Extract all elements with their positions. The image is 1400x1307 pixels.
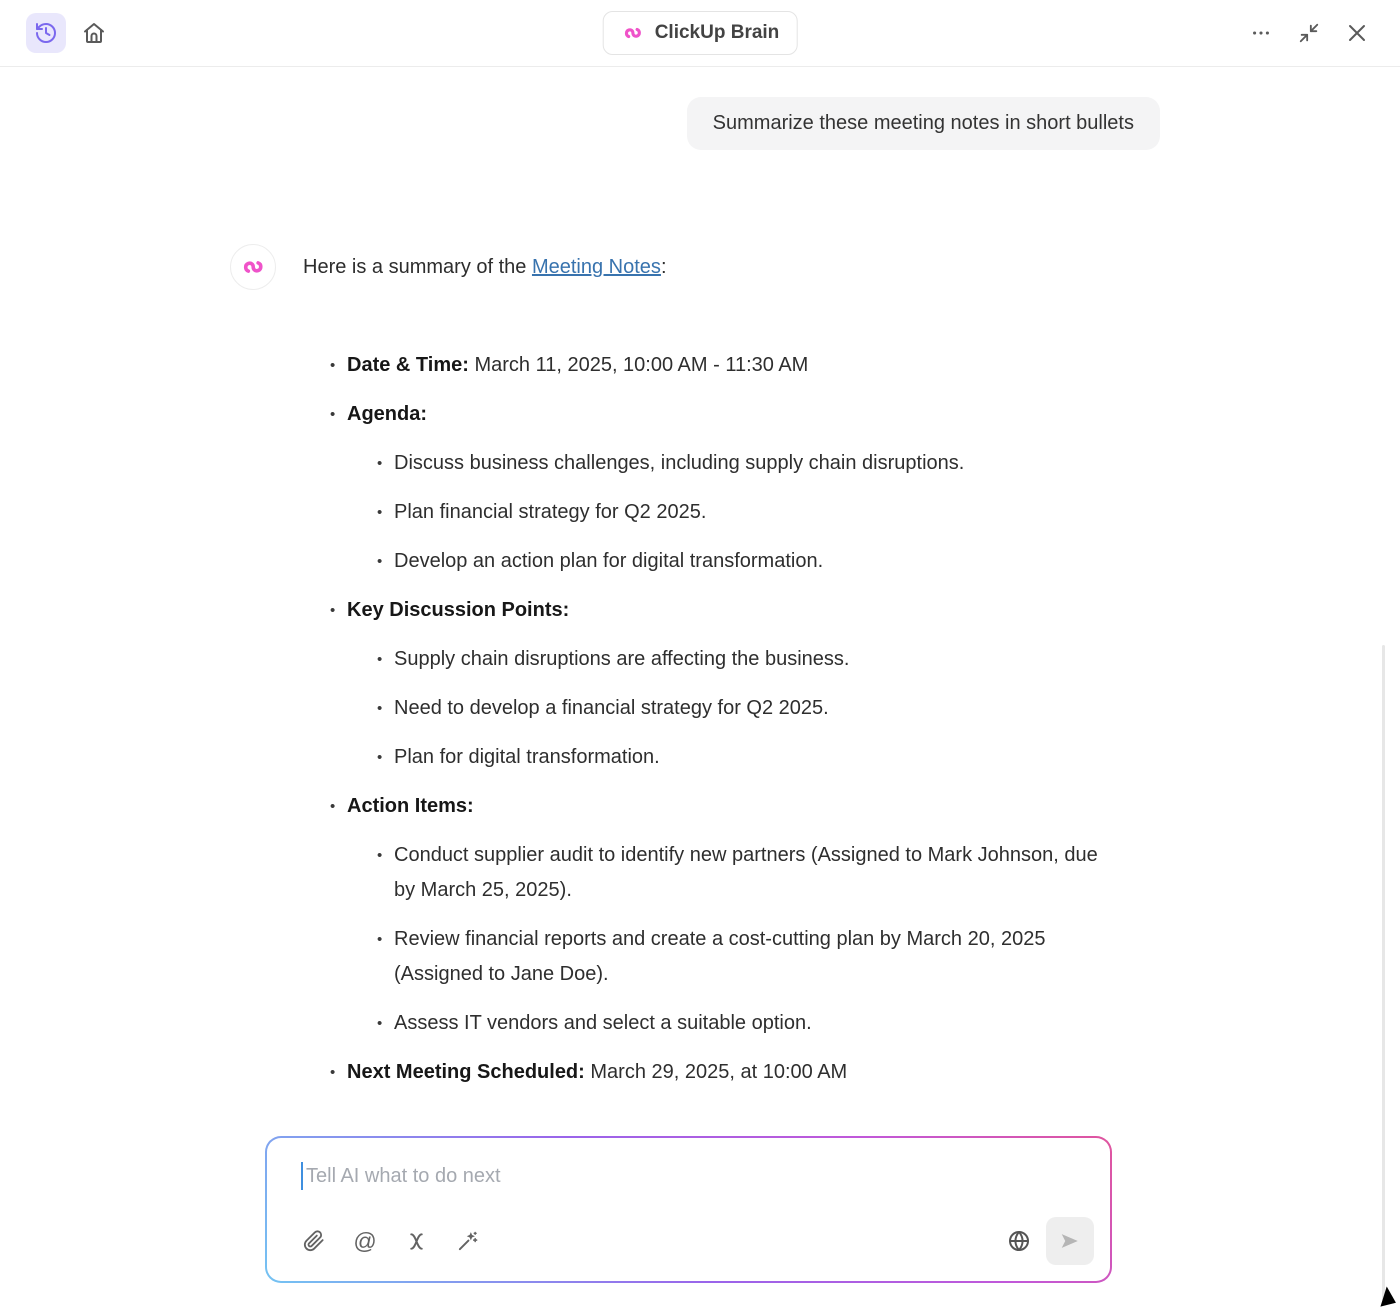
list-item-label: Date & Time: <box>347 354 469 376</box>
user-message-bubble: Summarize these meeting notes in short bullets <box>687 97 1160 150</box>
ellipsis-icon <box>1250 22 1272 44</box>
composer <box>267 1138 1110 1281</box>
braid-button[interactable] <box>403 1228 429 1254</box>
send-button[interactable] <box>1046 1217 1094 1265</box>
list-item: • Plan for digital transformation. <box>377 740 1108 775</box>
collapse-window-button[interactable] <box>1292 16 1326 50</box>
list-item: • Discuss business challenges, including supply chain disruptions. <box>377 446 1108 481</box>
list-item <box>330 593 1108 775</box>
ai-tools-button[interactable] <box>454 1228 480 1254</box>
list-item-label: Key Discussion Points: <box>347 599 569 621</box>
list-item: • Conduct supplier audit to identify new partners (Assigned to Mark Johnson, due by March 25, 2025). <box>377 838 1108 908</box>
list-item: • Develop an action plan for digital transformation. <box>377 544 1108 579</box>
ai-input[interactable] <box>267 1138 1110 1190</box>
home-button[interactable] <box>74 13 114 53</box>
intro-prefix: Here is a summary of the <box>303 256 532 278</box>
history-button[interactable] <box>26 13 66 53</box>
clickup-brain-pill[interactable] <box>603 11 798 55</box>
web-search-button[interactable] <box>1006 1228 1032 1254</box>
list-item <box>330 789 1108 1041</box>
send-icon <box>1059 1230 1081 1252</box>
composer-gradient-border <box>265 1136 1112 1283</box>
scrollbar[interactable] <box>1382 645 1385 1301</box>
app-title: ClickUp Brain <box>655 22 780 44</box>
magic-wand-sparkles-icon <box>456 1230 479 1253</box>
composer-toolbar <box>301 1217 1094 1265</box>
list-item: • Assess IT vendors and select a suitable option. <box>377 1006 1108 1041</box>
braided-ribbons-icon <box>405 1230 428 1253</box>
list-item <box>330 397 1108 579</box>
list-item <box>330 1055 1108 1090</box>
sub-list <box>377 642 1108 775</box>
list-item: • Need to develop a financial strategy for Q2 2025. <box>377 691 1108 726</box>
home-icon <box>82 21 106 45</box>
sub-list <box>377 838 1108 1041</box>
mouse-cursor <box>1376 1285 1396 1306</box>
ai-intro-line <box>303 256 667 279</box>
list-item: • Supply chain disruptions are affecting the business. <box>377 642 1108 677</box>
list-item-label: Agenda: <box>347 403 427 425</box>
list-item-label: Action Items: <box>347 795 474 817</box>
clickup-brain-logo-icon <box>621 21 645 45</box>
history-icon <box>34 21 58 45</box>
list-item: • Plan financial strategy for Q2 2025. <box>377 495 1108 530</box>
meeting-notes-link[interactable]: Meeting Notes <box>532 256 661 278</box>
intro-suffix: : <box>661 256 667 278</box>
summary-list <box>330 348 1108 1090</box>
paperclip-icon <box>303 1230 325 1252</box>
compress-arrows-icon <box>1298 22 1320 44</box>
sub-list <box>377 446 1108 579</box>
close-button[interactable] <box>1340 16 1374 50</box>
text-caret <box>301 1162 303 1190</box>
mention-button[interactable] <box>352 1228 378 1254</box>
clickup-brain-avatar-icon <box>239 253 267 281</box>
chat-area <box>230 97 1160 1283</box>
close-icon <box>1345 21 1369 45</box>
list-item-label: Next Meeting Scheduled: <box>347 1061 585 1083</box>
list-item-text: March 29, 2025, at 10:00 AM <box>585 1061 847 1083</box>
list-item <box>330 348 1108 383</box>
more-options-button[interactable] <box>1244 16 1278 50</box>
at-sign-icon: @ <box>353 1230 376 1253</box>
attach-button[interactable] <box>301 1228 327 1254</box>
topbar <box>0 0 1400 67</box>
list-item: • Review financial reports and create a cost-cutting plan by March 20, 2025 (Assigned to Jane Doe). <box>377 922 1108 992</box>
ai-input-placeholder: Tell AI what to do next <box>306 1165 501 1188</box>
list-item-text: March 11, 2025, 10:00 AM - 11:30 AM <box>469 354 808 376</box>
ai-avatar <box>230 244 276 290</box>
globe-icon <box>1007 1229 1031 1253</box>
